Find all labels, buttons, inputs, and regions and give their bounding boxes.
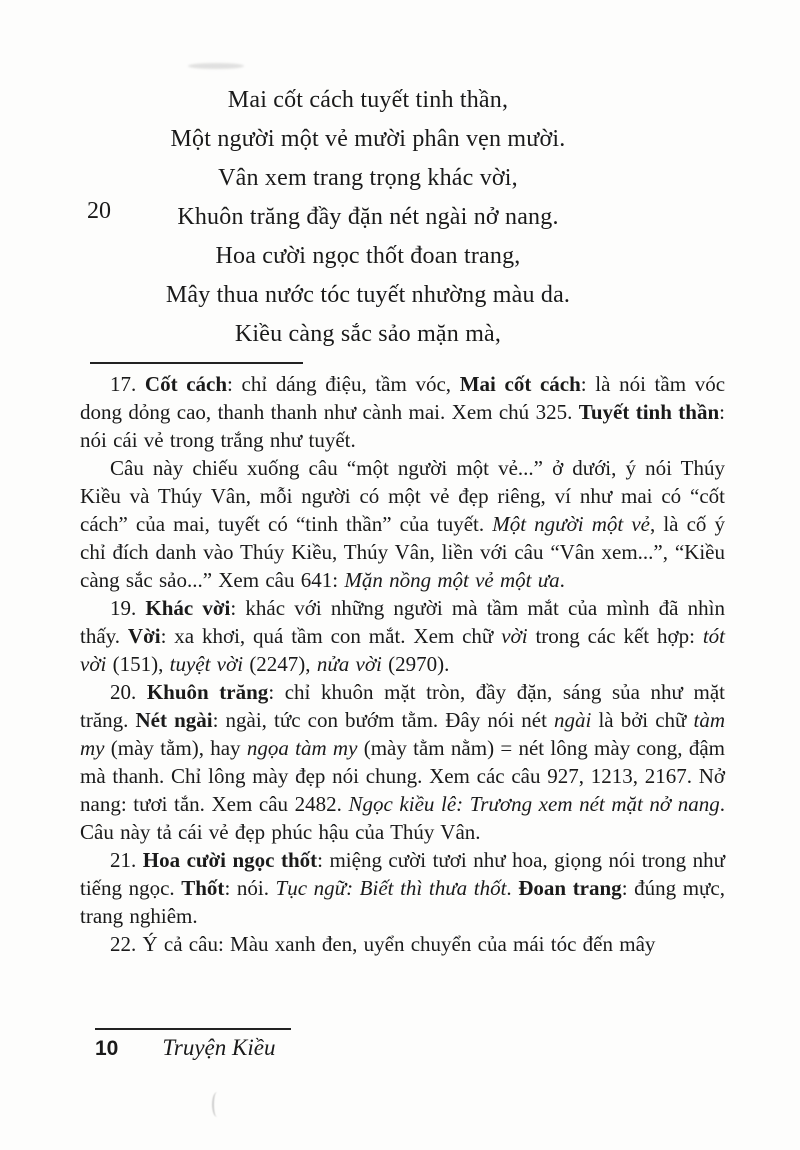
footnote-text-segment: (2247), — [243, 652, 317, 676]
footnote-text-segment: 20. — [110, 680, 147, 704]
verse-line: Một người một vẻ mười phân vẹn mười. — [170, 126, 566, 152]
footnote-text-segment: Nét ngài — [135, 708, 213, 732]
verse-line-number: 20 — [87, 198, 111, 224]
footnote-paragraph — [80, 930, 725, 958]
footnote-text-segment: nửa vời — [316, 652, 382, 676]
footnote-text-segment: (mày tằm nằm) = nét lông mày cong, đậm mà thanh. Chỉ lông mày đẹp nói chung. Xem các câu 927, 1213, 2167. Nở nang: tươi tắn. Xem câu 2482. — [80, 736, 725, 816]
footnote-text-segment: : là nói tầm vóc dong dỏng cao, thanh thanh như cành mai. Xem chú 325. — [80, 372, 726, 424]
scan-artifact — [212, 1092, 223, 1117]
footnote-text-segment: Hoa cười ngọc thốt — [142, 848, 318, 872]
footnote-paragraph — [80, 846, 725, 930]
footnote-text-segment: Ngọc kiều lê: Trương xem nét mặt nở nang — [348, 792, 720, 816]
footnote-text-segment: Cốt cách — [144, 372, 228, 396]
footnote-text-segment: (151), — [106, 652, 170, 676]
footnote-text-segment: . — [506, 876, 519, 900]
footnote-text-segment: vời — [501, 624, 528, 648]
footnote-paragraph — [80, 370, 725, 454]
footnote-text-segment: Tục ngữ: Biết thì thưa thốt — [275, 876, 507, 900]
footnote-text-segment: Khác vời — [145, 596, 231, 620]
footnote-text-segment: Một người một vẻ — [492, 512, 650, 536]
footnote-text-segment: (2970). — [381, 652, 450, 676]
footnote-text-segment: Thốt — [181, 876, 225, 900]
footnote-text-segment: Khuôn trăng — [146, 680, 269, 704]
verse-line: Khuôn trăng đầy đặn nét ngài nở nang. — [177, 204, 559, 230]
footnote-text-segment: 19. — [110, 596, 146, 620]
verse-line: Vân xem trang trọng khác vời, — [218, 165, 518, 191]
footnote-text-segment: : nói cái vẻ trong trắng như tuyết. — [80, 400, 725, 452]
footnote-text-segment: 21. — [110, 848, 143, 872]
footnote-text-segment: : chỉ khuôn mặt tròn, đầy đặn, sáng sủa như mặt trăng. — [80, 680, 726, 732]
footnote-text-segment: ngọa tàm my — [246, 736, 358, 760]
footnote-text-segment: (mày tằm), hay — [104, 736, 247, 760]
footnote-text-segment: Mặn nồng một vẻ một ưa — [344, 568, 560, 592]
footnotes-section — [80, 370, 725, 958]
footnote-separator-rule — [90, 362, 303, 364]
footnote-text-segment: Câu này chiếu xuống câu “một người một vẻ...” ở dưới, ý nói Thúy Kiều và Thúy Vân, mỗi người có một vẻ đẹp riêng, ví như mai có “cốt cách” của mai, tuyết có “tinh thần” của tuyết. — [80, 456, 725, 536]
verse-block — [128, 81, 608, 354]
footnote-text-segment: : xa khơi, quá tầm con mắt. Xem chữ — [160, 624, 502, 648]
footnote-text-segment: tàm my — [80, 708, 726, 760]
book-title: Truyện Kiều — [162, 1035, 276, 1060]
footnote-text-segment: Đoan trang — [518, 876, 622, 900]
verse-line: Mai cốt cách tuyết tinh thần, — [227, 87, 509, 113]
footnote-text-segment: 22. Ý cả câu: Màu xanh đen, uyển chuyển của mái tóc đến mây — [110, 932, 656, 956]
footnote-text-segment: : ngài, tức con bướm tằm. Đây nói nét — [212, 708, 555, 732]
footnote-text-segment: , là cố ý chỉ đích danh vào Thúy Kiều, Thúy Vân, liền với câu “Vân xem...”, “Kiều càng sắc sảo...” Xem câu 641: — [80, 512, 726, 592]
scan-artifact — [188, 63, 244, 69]
footnote-paragraph — [80, 594, 725, 678]
footnote-text-segment: tuyệt vời — [169, 652, 244, 676]
footnote-text-segment: 17. — [110, 372, 145, 396]
verse-line: Kiều càng sắc sảo mặn mà, — [234, 321, 502, 347]
footnote-text-segment: Vời — [127, 624, 161, 648]
footnote-text-segment: : đúng mực, trang nghiêm. — [80, 876, 725, 928]
verse-line: Mây thua nước tóc tuyết nhường màu da. — [165, 282, 571, 308]
footnote-text-segment: là bởi chữ — [591, 708, 694, 732]
footnote-paragraph — [80, 678, 725, 846]
page-number: 10 — [95, 1037, 119, 1060]
footer-rule — [95, 1028, 291, 1030]
footnote-text-segment: : nói. — [224, 876, 276, 900]
footnote-text-segment: ngài — [554, 708, 592, 732]
page-footer — [95, 1035, 275, 1061]
footnote-text-segment: : khác với những người mà tầm mắt của mình đã nhìn thấy. — [80, 596, 725, 648]
footnote-text-segment: trong các kết hợp: — [527, 624, 703, 648]
footnote-text-segment: tót vời — [80, 624, 725, 676]
verse-line: Hoa cười ngọc thốt đoan trang, — [215, 243, 521, 269]
footnote-paragraph — [80, 454, 725, 594]
footnote-text-segment: Mai cốt cách — [459, 372, 581, 396]
footnote-text-segment: Tuyết tinh thần — [578, 400, 720, 424]
footnote-text-segment: . Câu này tả cái vẻ đẹp phúc hậu của Thúy Vân. — [80, 792, 725, 844]
footnote-text-segment: : miệng cười tươi như hoa, giọng nói trong như tiếng ngọc. — [80, 848, 726, 900]
footnote-text-segment: . — [559, 568, 565, 592]
footnote-text-segment: : chỉ dáng điệu, tầm vóc, — [227, 372, 460, 396]
